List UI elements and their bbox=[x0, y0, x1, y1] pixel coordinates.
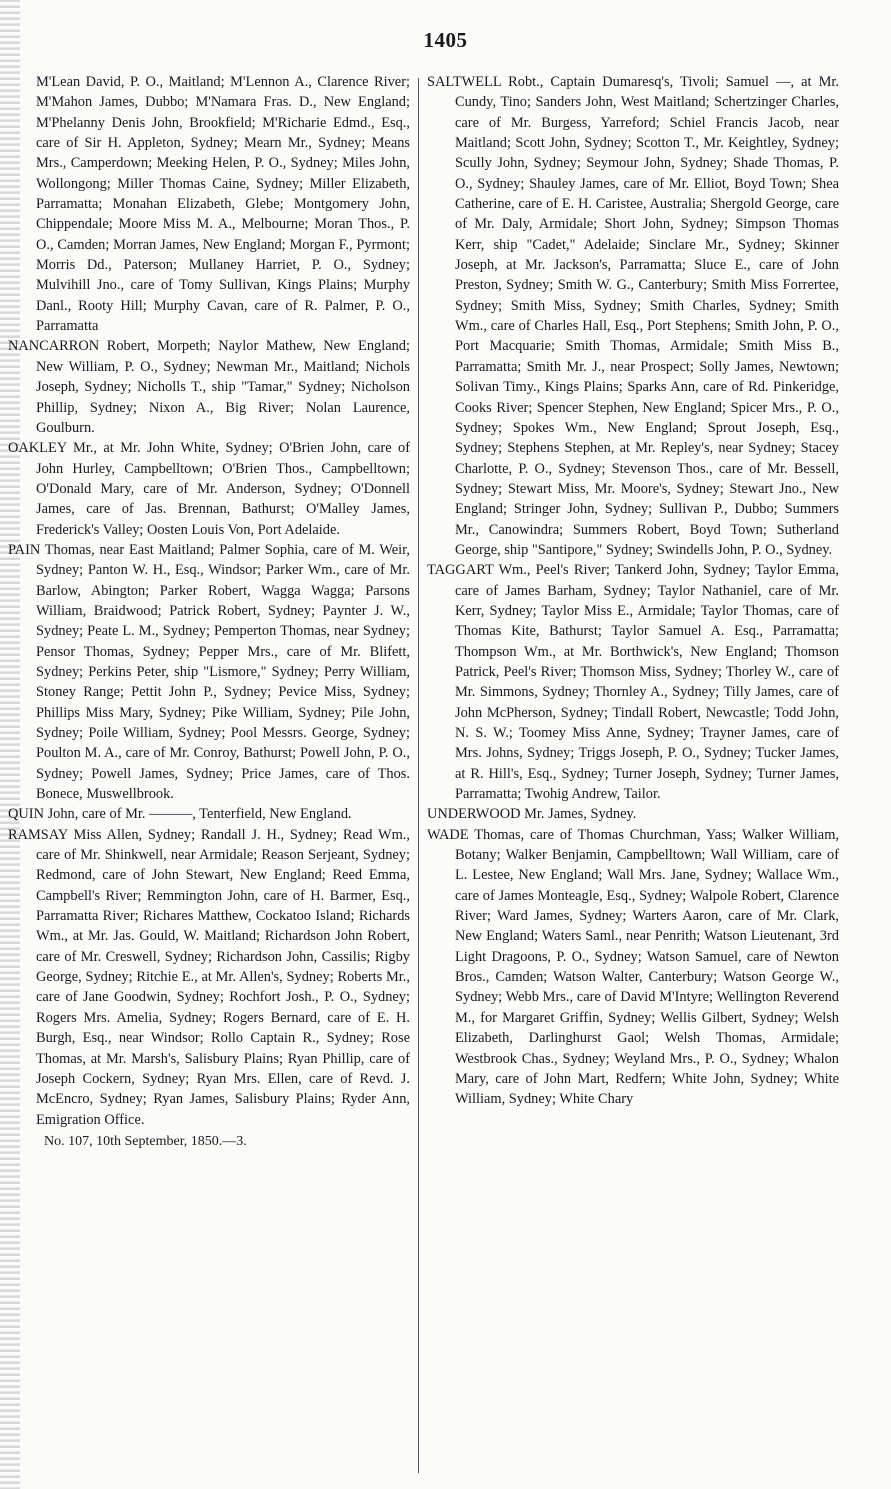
list-entry-q: QUIN John, care of Mr. ———, Tenterfield, New England. bbox=[8, 806, 352, 823]
list-entry-r: RAMSAY Miss Allen, Sydney; Randall J. H., Sydney; Read Wm., care of Mr. Shinkwell, near Armidale; Reason Serjeant, Sydney; Redmond, care of John Stewart, New England; Reed Emma, Campbell's River; Remmington John, care of H. Barmer, Esq., Parramatta River; Richares Matthew, Cockatoo Island; Richards Wm., at Mr. Jas. Gould, W. Maitland; Richardson John Robert, care of Mr. Creswell, Sydney; Richardson John, Cassilis; Rigby George, Sydney; Ritchie E., at Mr. Allen's, Sydney; Roberts Mr., care of Jane Goodwin, Sydney; Rochfort Josh., P. O., Sydney; Rogers Mrs. Amelia, Sydney; Rogers Bernard, care of E. H. Burgh, Esq., near Windsor; Rollo Captain R., Sydney; Rose Thomas, at Mr. Marsh's, Salisbury Plains; Ryan Phillip, care of Joseph Cockern, Sydney; Ryan Mrs. Ellen, care of Revd. J. McEncro, Sydney; Ryan James, Salisbury Plains; Ryder Ann, Emigration Office. bbox=[8, 826, 410, 1128]
list-entry-w: WADE Thomas, care of Thomas Churchman, Yass; Walker William, Botany; Walker Benjamin, Campbelltown; Wall William, care of L. Lestee, New England; Wall Mrs. Jane, Sydney; Wallace Wm., care of James Monteagle, Esq., Sydney; Walpole Robert, Clarence River; Ward James, Sydney; Warters Aaron, care of Mr. Clark, New England; Waters Saml., near Penrith; Watson Lieutenant, 3rd Light Dragoons, P. O., Sydney; Watson Samuel, care of Newton Bros., Camden; Watson Walter, Canterbury; Watson George W., Sydney; Webb Mrs., care of David M'Intyre; Wellington Reverend M., for Margaret Griffin, Sydney; Wellis Gilbert, Sydney; Welsh Elizabeth, Darlinghurst Gaol; Welsh Thomas, Armidale; Westbrook Chas., Sydney; Weyland Mrs., P. O., Sydney; Whalon Mary, care of John Mart, Redfern; White John, Sydney; White William, Sydney; White Chary bbox=[427, 826, 839, 1108]
list-entry-t: TAGGART Wm., Peel's River; Tankerd John, Sydney; Taylor Emma, care of James Barham, Sydney; Taylor Nathaniel, care of Mr. Kerr, Sydney; Taylor Miss E., Armidale; Taylor Thomas, care of Thomas Kite, Bathurst; Taylor Samuel A. Esq., Parramatta; Thompson Wm., at Mr. Borthwick's, New England; Thomson Patrick, Peel's River; Thomson Miss, Sydney; Thorley W., care of Mr. Simmons, Sydney; Thornley A., Sydney; Tilly James, care of John McPherson, Sydney; Tindall Robert, Newcastle; Todd John, N. S. W.; Toomey Miss Anne, Sydney; Trayner James, care of Mrs. Johns, Sydney; Triggs Joseph, P. O., Sydney; Tucker James, at R. Hill's, Esq., Sydney; Turner Joseph, Sydney; Turner James, Parramatta; Twohig Andrew, Tailor. bbox=[427, 562, 839, 803]
list-entry-p: PAIN Thomas, near East Maitland; Palmer Sophia, care of M. Weir, Sydney; Panton W. H., Esq., Windsor; Parker Wm., care of Mr. Barlow, Abington; Parker Robert, Wagga Wagga; Parsons William, Braidwood; Patrick Robert, Sydney; Paynter J. W., Sydney; Peate L. M., Sydney; Pemperton Thomas, near Sydney; Pensor Thomas, Sydney; Pepper Mrs., care of Mr. Blifett, Sydney; Perkins Peter, ship "Lismore," Sydney; Perry William, Stoney Range; Pettit John P., Sydney; Pevice Miss, Sydney; Phillips Miss Mary, Sydney; Pike William, Sydney; Pile John, Sydney; Poile William, Sydney; Pool Messrs. George, Sydney; Poulton M. A., care of Mr. Conroy, Bathurst; Powell John, P. O., Sydney; Powell James, Sydney; Price James, care of Thos. Bonece, Muswellbrook. bbox=[8, 541, 410, 803]
page-number: 1405 bbox=[423, 28, 468, 52]
column-divider bbox=[418, 78, 419, 1473]
list-entry-m-continued: M'Lean David, P. O., Maitland; M'Lennon A., Clarence River; M'Mahon James, Dubbo; M'Namara Fras. D., New England; M'Phelanny Denis John, Brookfield; M'Richarie Edmd., Esq., care of Sir H. Appleton, Sydney; Mearn Mr., Sydney; Means Mrs., Camperdown; Meeking Helen, P. O., Sydney; Miles John, Wollongong; Miller Thomas Caine, Sydney; Miller Elizabeth, Parramatta; Monahan Elizabeth, Glebe; Montgomery John, Chippendale; Moore Miss M. A., Melbourne; Moran Thos., P. O., Camden; Morran James, New England; Morgan F., Pyrmont; Morris Dd., Paterson; Mullaney Harriet, P. O., Sydney; Mulvihill Jno., care of Tomy Sullivan, Kings Plains; Murphy Danl., Rooty Hill; Murphy Cavan, care of R. Palmer, P. O., Parramatta bbox=[36, 74, 410, 335]
list-entry-u: UNDERWOOD Mr. James, Sydney. bbox=[427, 806, 637, 823]
list-entry-s: SALTWELL Robt., Captain Dumaresq's, Tivoli; Samuel —, at Mr. Cundy, Tino; Sanders John, West Maitland; Schertzinger Charles, care of Mr. Burgess, Yarreford; Schiel Francis Jacob, near Maitland; Scott John, Sydney; Scotton T., Mr. Keightley, Sydney; Scully John, Sydney; Seymour John, Sydney; Shade Thomas, P. O., Sydney; Shauley James, care of Mr. Elliot, Boyd Town; Shea Catherine, care of E. H. Caristee, Australia; Shergold George, care of Mr. Daly, Armidale; Short John, Sydney; Simpson Thomas Kerr, ship "Cadet," Adelaide; Sinclare Mr., Sydney; Skinner Joseph, at Mr. Jackson's, Parramatta; Sluce E., care of John Preston, Sydney; Smith W. G., Canterbury; Smith Miss Forrertee, Sydney; Smith Miss, Sydney; Smith Charles, Sydney; Smith Wm., care of Charles Hall, Esq., Port Stephens; Smith John, P. O., Port Macquarie; Smith Thomas, Armidale; Smith Miss B., Parramatta; Smith Mr. J., near Prospect; Solly James, Newtown; Solivan Timy., Kings Plains; Sparks Ann, care of Rd. Pinkeridge, Cooks River; Spencer Stephen, New England; Spicer Mrs., P. O., Sydney; Spokes Wm., New England; Sprout Joseph, Esq., Sydney; Stephens Stephen, at Mr. Repley's, near Sydney; Stacey Charlotte, P. O., Sydney; Stevenson Thos., care of Mr. Bessell, Sydney; Stewart Miss, Mr. Moore's, Sydney; Stewart Jno., New England; Stringer John, Sydney; Sullivan P., Dubbo; Summers Mr., Canowindra; Summers Robert, Boyd Town; Sutherland George, ship "Santipore," Sydney; Swindells John, P. O., Sydney. bbox=[427, 74, 839, 558]
left-column bbox=[8, 72, 410, 1166]
right-column bbox=[427, 72, 839, 1110]
list-entry-o: OAKLEY Mr., at Mr. John White, Sydney; O'Brien John, care of John Hurley, Campbelltown; O'Brien Thos., Campbelltown; O'Donald Mary, care of Mr. Anderson, Sydney; O'Donnell James, care of Jas. Brennan, Bathurst; O'Malley James, Frederick's Valley; Oosten Louis Von, Port Adelaide. bbox=[8, 440, 410, 538]
list-entry-n: NANCARRON Robert, Morpeth; Naylor Mathew, New England; New William, P. O., Sydney; Newman Mr., Maitland; Nichols Joseph, Sydney; Nicholls T., ship "Tamar," Sydney; Nicholson Phillip, Sydney; Nixon A., Big River; Nolan Laurence, Goulburn. bbox=[8, 338, 410, 436]
issue-footer: No. 107, 10th September, 1850.—3. bbox=[44, 1133, 247, 1149]
